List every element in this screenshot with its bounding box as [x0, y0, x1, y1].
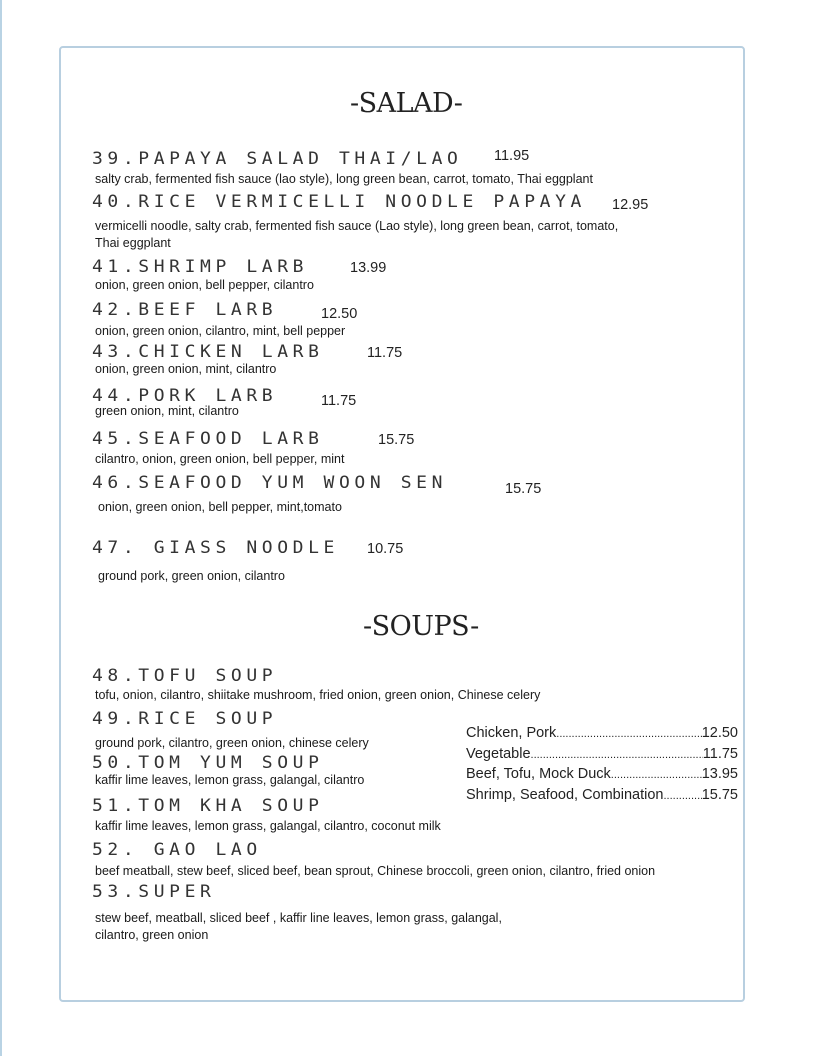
item-description: cilantro, onion, green onion, bell pepper, mint: [95, 452, 345, 466]
item-name: 42.BEEF LARB: [92, 300, 278, 320]
item-name: 51.TOM KHA SOUP: [92, 796, 324, 816]
price-row-amount: 11.75: [702, 745, 738, 762]
item-name: 46.SEAFOOD YUM WOON SEN: [92, 473, 448, 493]
item-price: 11.95: [494, 148, 530, 164]
price-row-leader: [531, 745, 703, 766]
page-edge-rule: [0, 0, 2, 1056]
soups-section-title: -SOUPS-: [363, 611, 479, 642]
soup-price-list: [466, 724, 738, 806]
item-description: ground pork, cilantro, green onion, chinese celery: [95, 736, 369, 750]
price-row-label: Shrimp, Seafood, Combination: [466, 786, 664, 803]
item-name: 52. GAO LAO: [92, 840, 262, 860]
item-name: 50.TOM YUM SOUP: [92, 753, 324, 773]
item-name: 43.CHICKEN LARB: [92, 342, 324, 362]
price-row-amount: 12.50: [701, 725, 738, 741]
item-description: onion, green onion, cilantro, mint, bell pepper: [95, 324, 346, 338]
item-description: kaffir lime leaves, lemon grass, galangal, cilantro, coconut milk: [95, 819, 441, 833]
item-price: 12.50: [321, 306, 358, 322]
item-description: onion, green onion, bell pepper, cilantro: [95, 278, 314, 292]
price-row-leader: [663, 786, 701, 807]
item-description: salty crab, fermented fish sauce (lao style), long green bean, carrot, tomato, Thai eggplant: [95, 172, 593, 186]
item-price: 15.75: [505, 481, 542, 497]
price-row-amount: 15.75: [701, 786, 738, 803]
price-row: [466, 765, 738, 786]
item-name: 49.RICE SOUP: [92, 709, 278, 729]
price-row: [466, 786, 738, 807]
item-price: 15.75: [378, 432, 415, 448]
item-description: kaffir lime leaves, lemon grass, galangal, cilantro: [95, 773, 365, 787]
price-row-amount: 13.95: [701, 766, 738, 782]
item-name: 47. GIASS NOODLE: [92, 538, 339, 558]
item-name: 53.SUPER: [92, 882, 216, 902]
item-description: onion, green onion, mint, cilantro: [95, 362, 277, 376]
item-description: vermicelli noodle, salty crab, fermented fish sauce (Lao style), long green bean, carrot, tomato, Thai eggplant: [95, 219, 619, 250]
item-description: beef meatball, stew beef, sliced beef, bean sprout, Chinese broccoli, green onion, cilantro, fried onion: [95, 864, 656, 878]
price-row-label: Beef, Tofu, Mock Duck: [466, 766, 611, 782]
item-price: 13.99: [350, 260, 387, 276]
price-row-leader: [611, 765, 702, 786]
price-row-label: Vegetable: [466, 745, 531, 762]
item-description: green onion, mint, cilantro: [95, 404, 239, 418]
item-price: 12.95: [612, 197, 649, 213]
price-row-leader: [556, 724, 701, 745]
item-name: 40.RICE VERMICELLI NOODLE PAPAYA: [92, 192, 586, 212]
item-description: ground pork, green onion, cilantro: [98, 569, 285, 583]
salad-section-title: -SALAD-: [350, 88, 463, 119]
item-price: 10.75: [367, 541, 404, 557]
item-description: onion, green onion, bell pepper, mint,tomato: [98, 500, 342, 514]
item-name: 39.PAPAYA SALAD THAI/LAO: [92, 149, 463, 169]
item-name: 45.SEAFOOD LARB: [92, 429, 324, 449]
price-row: [466, 745, 738, 766]
item-price: 11.75: [367, 345, 403, 361]
price-row: [466, 724, 738, 745]
item-name: 41.SHRIMP LARB: [92, 257, 309, 277]
price-row-label: Chicken, Pork: [466, 725, 557, 741]
item-description: stew beef, meatball, sliced beef , kaffir line leaves, lemon grass, galangal, cilantro, green onion: [95, 911, 502, 942]
item-name: 48.TOFU SOUP: [92, 666, 278, 686]
item-description: tofu, onion, cilantro, shiitake mushroom, fried onion, green onion, Chinese celery: [95, 688, 541, 702]
item-price: 11.75: [321, 393, 357, 409]
item-name: 44.PORK LARB: [92, 386, 278, 406]
